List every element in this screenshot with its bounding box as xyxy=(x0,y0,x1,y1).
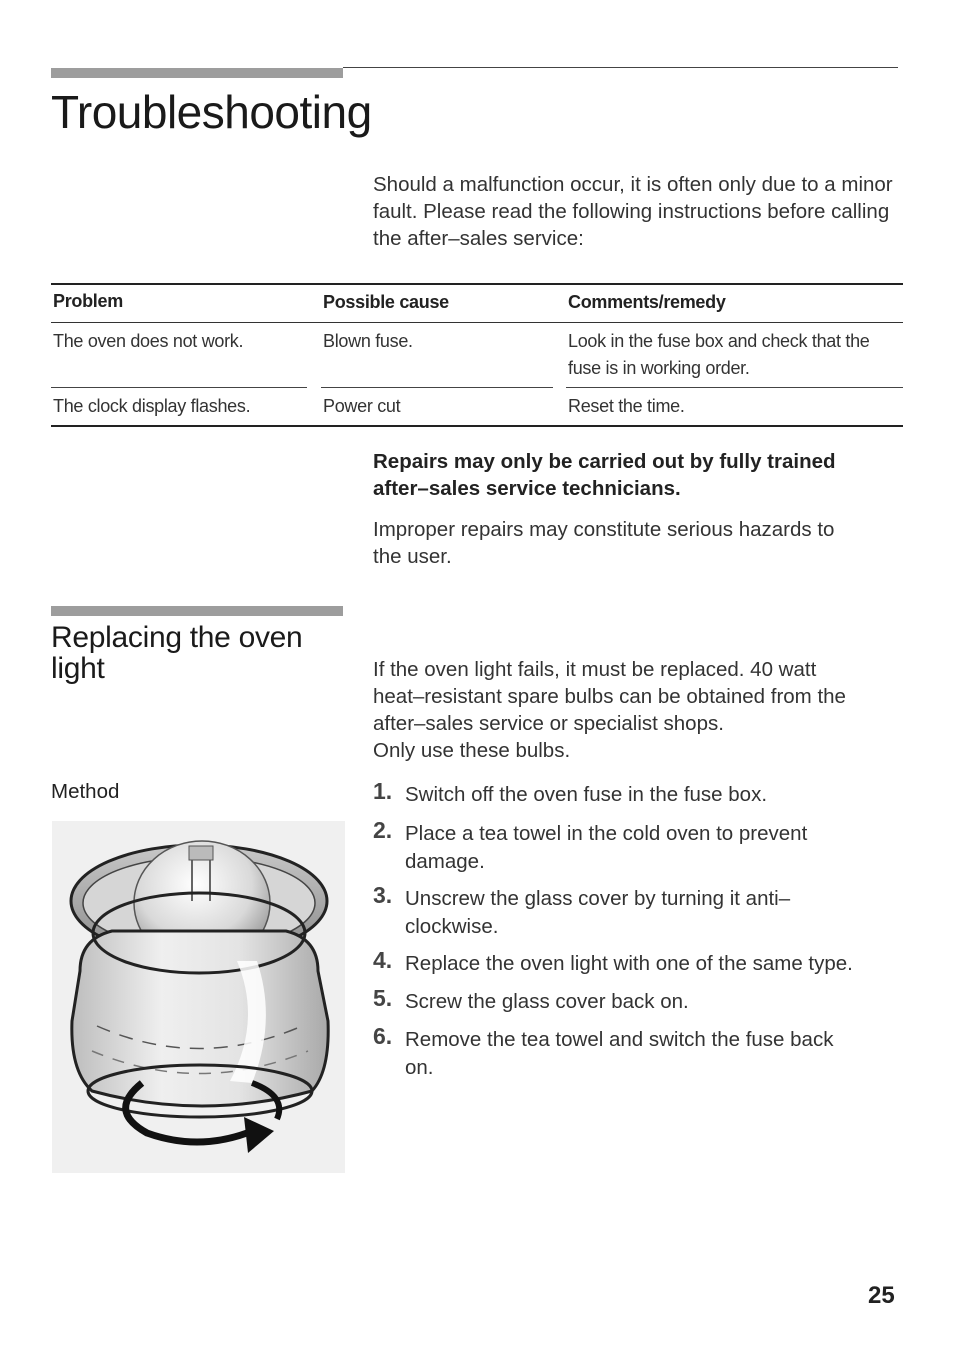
header-bottom-rule xyxy=(51,322,903,323)
page-number: 25 xyxy=(868,1282,895,1309)
section-intro-line4: Only use these bulbs. xyxy=(373,739,571,762)
step-6 xyxy=(373,1023,893,1082)
table-row-2-problem: The clock display flashes. xyxy=(53,396,251,416)
page-title: Troubleshooting xyxy=(51,86,372,138)
step-text: Unscrew the glass cover by turning it anti– xyxy=(405,887,791,910)
step-number: 3. xyxy=(373,882,393,908)
header-comments-remedy: Comments/remedy xyxy=(568,292,726,312)
section-intro-line3: after–sales service or specialist shops. xyxy=(373,712,724,735)
warning-bold-line1: Repairs may only be carried out by fully trained xyxy=(373,450,836,473)
warning-text-line1: Improper repairs may constitute serious hazards to xyxy=(373,518,835,541)
intro-text: Should a malfunction occur, it is often only due to a minor fault. Please read the following instructions before calling the after–sales service: xyxy=(373,173,893,250)
step-2 xyxy=(373,817,893,876)
step-text-cont: on. xyxy=(405,1056,434,1079)
table-row-2-cause: Power cut xyxy=(323,396,401,416)
step-text: Switch off the oven fuse in the fuse box. xyxy=(405,783,768,806)
table-row-1-remedy-line2: fuse is in working order. xyxy=(568,358,750,378)
step-text: Replace the oven light with one of the same type. xyxy=(405,952,853,975)
step-text: Place a tea towel in the cold oven to prevent xyxy=(405,822,808,845)
step-3 xyxy=(373,882,893,941)
step-text: Remove the tea towel and switch the fuse back xyxy=(405,1028,834,1051)
title-bar-accent xyxy=(51,68,343,78)
header-possible-cause: Possible cause xyxy=(323,292,449,312)
step-4 xyxy=(373,947,893,978)
section-bar-accent xyxy=(51,606,343,616)
table-row-2-remedy: Reset the time. xyxy=(568,396,685,416)
step-text-cont: damage. xyxy=(405,850,485,873)
step-number: 1. xyxy=(373,778,393,804)
title-rule xyxy=(343,67,898,68)
step-number: 4. xyxy=(373,947,393,973)
oven-light-cover-unscrew-icon xyxy=(52,821,345,1173)
warning-bold-line2: after–sales service technicians. xyxy=(373,477,681,500)
table-bottom-rule xyxy=(51,425,903,427)
method-label: Method xyxy=(51,780,120,803)
row-separator-col1 xyxy=(51,387,307,388)
step-1 xyxy=(373,778,893,809)
row-separator-col2 xyxy=(321,387,553,388)
step-number: 2. xyxy=(373,817,393,843)
section-intro-line1: If the oven light fails, it must be replaced. 40 watt xyxy=(373,658,817,681)
section-title-line2: light xyxy=(51,652,105,685)
step-text: Screw the glass cover back on. xyxy=(405,990,689,1013)
table-row-1-remedy-line1: Look in the fuse box and check that the xyxy=(568,331,870,351)
row-separator-col3 xyxy=(566,387,903,388)
section-intro-line2: heat–resistant spare bulbs can be obtained from the xyxy=(373,685,846,708)
step-number: 5. xyxy=(373,985,393,1011)
step-text-cont: clockwise. xyxy=(405,915,499,938)
table-row-1-problem: The oven does not work. xyxy=(53,331,244,351)
step-5 xyxy=(373,985,893,1016)
warning-text-line2: the user. xyxy=(373,545,452,568)
oven-light-illustration xyxy=(52,821,345,1173)
table-row-1-cause: Blown fuse. xyxy=(323,331,413,351)
troubleshooting-table xyxy=(51,283,903,427)
header-problem: Problem xyxy=(53,291,123,311)
section-title-line1: Replacing the oven xyxy=(51,621,303,654)
table-top-rule xyxy=(51,283,903,285)
step-number: 6. xyxy=(373,1023,393,1049)
